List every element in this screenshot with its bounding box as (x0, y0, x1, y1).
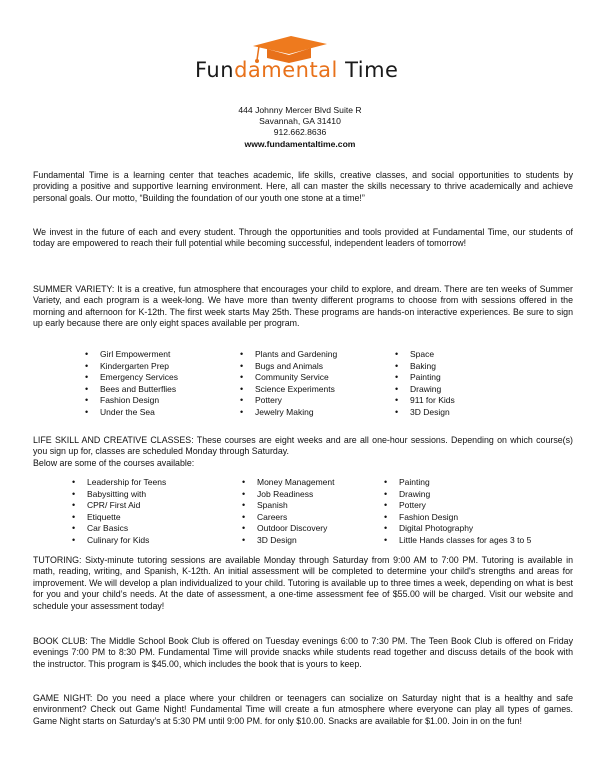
game-night-paragraph: GAME NIGHT: Do you need a place where your children or teenagers can socialize on Saturday night that is a healthy and safe environment? Check out Game Night! Fundamental Time will create a fun atmosphere where everyone can play all types of games. Game Night starts on Saturday’s at 5:30 PM until 9:00 PM. for only $10.00. Snacks are available for $1.00. Join in on the fun! (33, 693, 573, 726)
list-item: • Bees and Butterflies (85, 384, 178, 396)
list-item: • Digital Photography (384, 523, 531, 535)
tutoring-paragraph: TUTORING: Sixty-minute tutoring sessions are available Monday through Saturday from 9:00 AM to 7:00 PM. Tutoring is available in math, reading, writing, and Spanish, K-12th. An initial assessment will be completed to determine your child's strengths and areas for improvement. We will develop a plan individualized to your child. Tutoring is available up to three times a week, depending on what is best for you and your child’s needs. At the date of assessment, a one-time assessment fee of $55.00 will be charged. Visit our website and schedule your assessment today! (33, 555, 573, 611)
list-item: • Drawing (395, 384, 455, 396)
list-item: • Jewelry Making (240, 407, 337, 419)
address-line-2: Savannah, GA 31410 (259, 116, 341, 127)
summer-variety-paragraph: SUMMER VARIETY: It is a creative, fun atmosphere that encourages your child to explore, and dream. There are ten weeks of Summer Variety, and each program is a week-long. We have more than twenty different programs to choose from with sessions offered in the morning and afternoon for K-12th. The first week starts May 25th. These programs are hands-on interactive experiences. Be sure to sign up early because there are only eight spaces available per program. (33, 284, 573, 329)
list-item: • 3D Design (242, 535, 335, 547)
list-item: • Leadership for Teens (72, 477, 166, 489)
courses-intro: Below are some of the courses available: (33, 458, 195, 468)
list-item: • Fashion Design (384, 512, 531, 524)
summer-programs-list-1 (85, 349, 178, 419)
summer-programs-list-3 (395, 349, 455, 419)
summer-programs-list-2 (240, 349, 337, 419)
intro-paragraph-2: We invest in the future of each and every student. Through the opportunities and tools provided at Fundamental Time, our students of today are empowered to reach their full potential while becoming successful, independent leaders of tomorrow! (33, 227, 573, 249)
list-item: • Little Hands classes for ages 3 to 5 (384, 535, 531, 547)
list-item: • Bugs and Animals (240, 361, 337, 373)
list-item: • Plants and Gardening (240, 349, 337, 361)
list-item: • Outdoor Discovery (242, 523, 335, 535)
life-courses-list-1 (72, 477, 166, 547)
phone-number: 912.662.8636 (273, 127, 327, 138)
list-item: • Money Management (242, 477, 335, 489)
logo (195, 34, 415, 90)
life-courses-list-2 (242, 477, 335, 547)
address-line-1: 444 Johnny Mercer Blvd Suite R (238, 105, 362, 115)
list-item: • Kindergarten Prep (85, 361, 178, 373)
list-item: • Space (395, 349, 455, 361)
life-skill-paragraph: LIFE SKILL AND CREATIVE CLASSES: These courses are eight weeks and are all one-hour sessions. Depending on which course(s) you sign up for, classes are scheduled Monday through Saturday. (33, 435, 573, 457)
list-item: • Pottery (384, 500, 531, 512)
list-item: • Pottery (240, 395, 337, 407)
list-item: • Baking (395, 361, 455, 373)
book-club-paragraph: BOOK CLUB: The Middle School Book Club is offered on Tuesday evenings 6:00 to 7:30 PM. The Teen Book Club is offered on Friday evenings 7:00 PM to 8:30 PM. Fundamental Time will provide snacks while students read together and discuss details of the book with the instructor. This program is $45.00, which includes the book that is yours to keep. (33, 636, 573, 669)
list-item: • Science Experiments (240, 384, 337, 396)
list-item: • Drawing (384, 489, 531, 501)
list-item: • Painting (384, 477, 531, 489)
address-block (0, 105, 600, 150)
list-item: • Community Service (240, 372, 337, 384)
list-item: • Car Basics (72, 523, 166, 535)
list-item: • CPR/ First Aid (72, 500, 166, 512)
list-item: • Under the Sea (85, 407, 178, 419)
list-item: • Careers (242, 512, 335, 524)
list-item: • 911 for Kids (395, 395, 455, 407)
list-item: • Culinary for Kids (72, 535, 166, 547)
list-item: • Fashion Design (85, 395, 178, 407)
life-courses-list-3 (384, 477, 531, 547)
list-item: • Job Readiness (242, 489, 335, 501)
list-item: • Girl Empowerment (85, 349, 178, 361)
list-item: • Babysitting with (72, 489, 166, 501)
list-item: • Emergency Services (85, 372, 178, 384)
list-item: • Painting (395, 372, 455, 384)
list-item: • Spanish (242, 500, 335, 512)
logo-text: Fundamental Time (195, 58, 399, 82)
list-item: • Etiquette (72, 512, 166, 524)
website-link[interactable]: www.fundamentaltime.com (244, 138, 356, 149)
list-item: • 3D Design (395, 407, 455, 419)
intro-paragraph-1: Fundamental Time is a learning center that teaches academic, life skills, creative classes, and social opportunities to students by providing a positive and supportive learning environment. Here, all can master the skills necessary to thrive academically and achieve personal goals. Our motto, “Building the foundation of our youth one stone at a time!” (33, 170, 573, 203)
